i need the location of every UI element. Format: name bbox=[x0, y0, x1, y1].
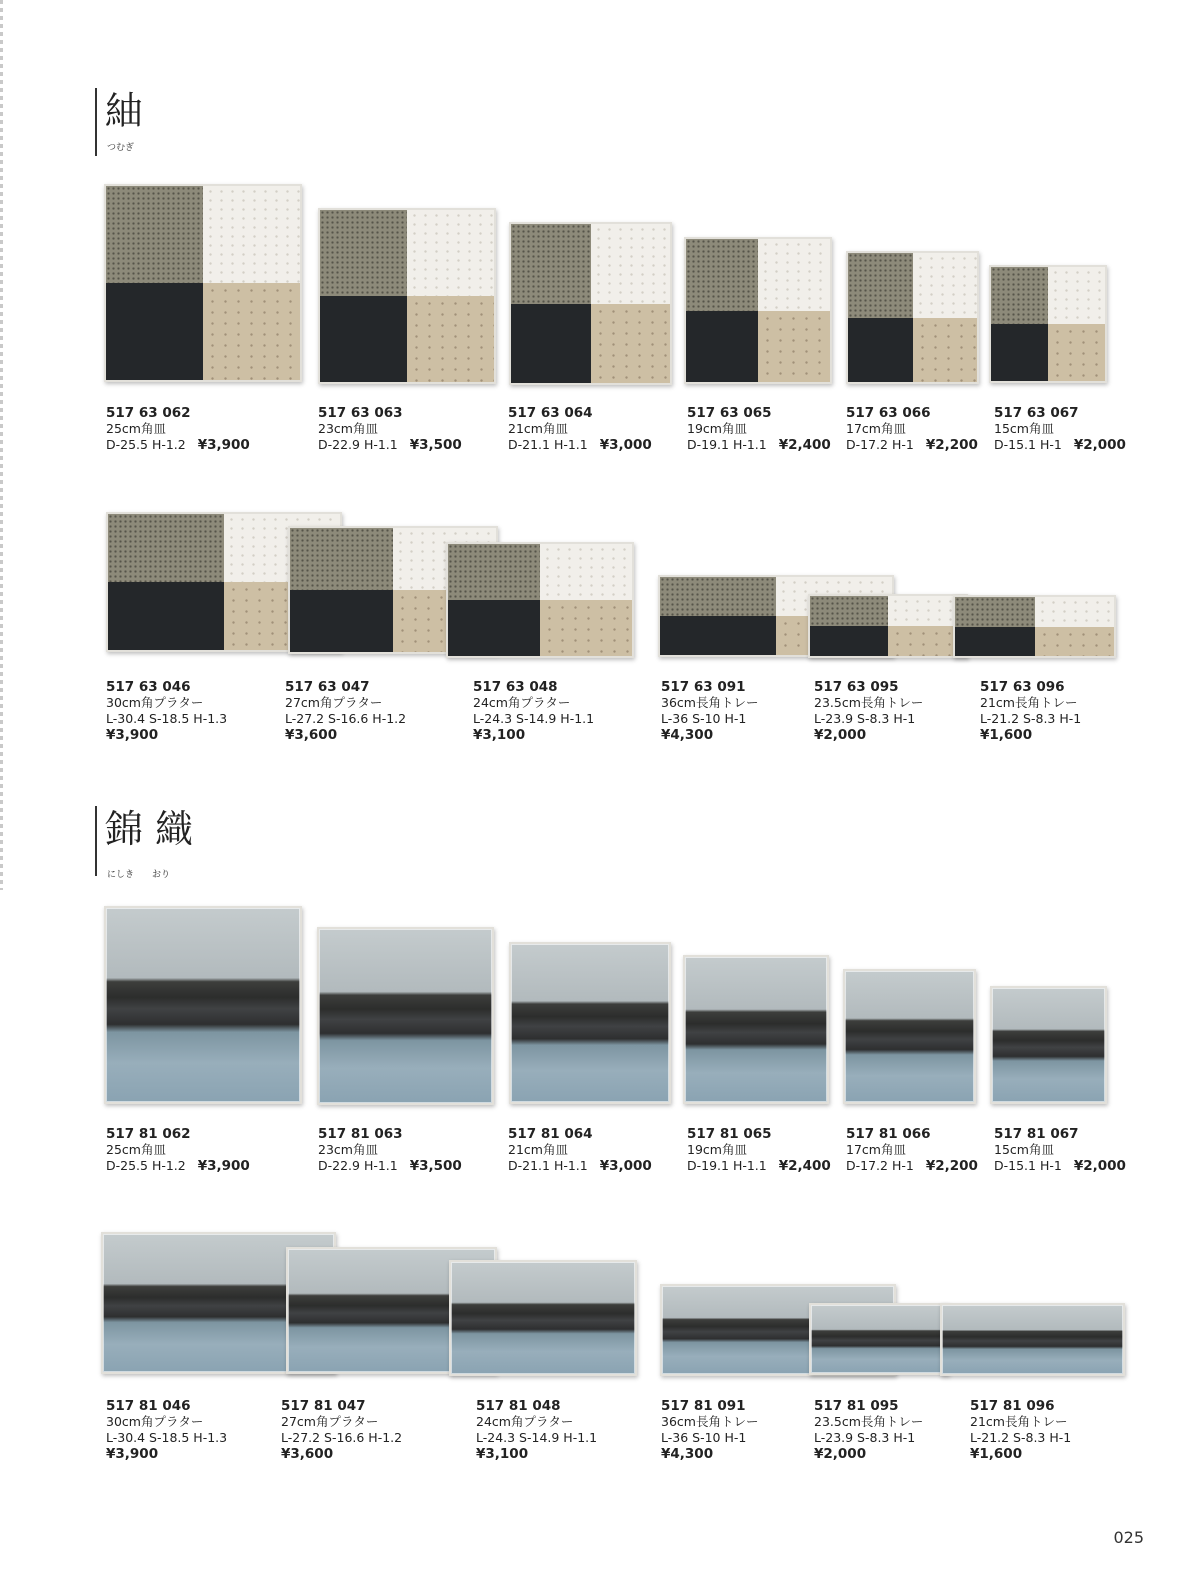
product-caption bbox=[476, 1398, 597, 1462]
product-name: 19cm角皿 bbox=[687, 421, 747, 436]
product-photo-tsumugi-21cm-square-plate bbox=[509, 222, 672, 385]
product-code: 517 81 046 bbox=[106, 1398, 191, 1414]
product-price: ¥1,600 bbox=[970, 1446, 1023, 1462]
product-caption bbox=[318, 405, 462, 454]
product-caption bbox=[661, 1398, 758, 1462]
product-dimensions: L-30.4 S-18.5 H-1.3 bbox=[106, 711, 228, 726]
product-caption bbox=[106, 405, 250, 454]
product-dimensions: L-24.3 S-14.9 H-1.1 bbox=[473, 711, 595, 726]
product-caption bbox=[687, 405, 831, 454]
product-caption bbox=[994, 405, 1126, 454]
product-name: 17cm角皿 bbox=[846, 1142, 906, 1157]
product-name: 30cm角プラター bbox=[106, 1414, 204, 1429]
product-price: ¥2,400 bbox=[778, 1158, 831, 1174]
product-dimensions: L-23.9 S-8.3 H-1 bbox=[814, 711, 916, 726]
product-name: 25cm角皿 bbox=[106, 1142, 166, 1157]
product-caption bbox=[846, 405, 978, 454]
product-name: 23cm角皿 bbox=[318, 1142, 378, 1157]
product-code: 517 63 046 bbox=[106, 679, 191, 695]
product-name: 24cm角プラター bbox=[473, 695, 571, 710]
product-caption bbox=[285, 679, 406, 743]
product-code: 517 63 048 bbox=[473, 679, 558, 695]
product-dimensions: D-25.5 H-1.2 bbox=[106, 437, 186, 452]
product-price: ¥3,100 bbox=[473, 727, 526, 743]
product-caption bbox=[846, 1126, 978, 1175]
product-price: ¥3,900 bbox=[197, 1158, 250, 1174]
product-code: 517 81 091 bbox=[661, 1398, 746, 1414]
section-reading: にしき おり bbox=[107, 870, 171, 880]
product-price: ¥2,000 bbox=[814, 727, 867, 743]
product-name: 21cm角皿 bbox=[508, 1142, 568, 1157]
product-name: 21cm長角トレー bbox=[970, 1414, 1068, 1429]
page-number: 025 bbox=[1113, 1528, 1144, 1547]
product-price: ¥4,300 bbox=[661, 727, 714, 743]
product-dimensions: D-17.2 H-1 bbox=[846, 1158, 914, 1173]
product-dimensions: L-23.9 S-8.3 H-1 bbox=[814, 1430, 916, 1445]
product-code: 517 81 047 bbox=[281, 1398, 366, 1414]
product-caption bbox=[980, 679, 1081, 743]
product-caption bbox=[106, 679, 227, 743]
product-name: 21cm角皿 bbox=[508, 421, 568, 436]
product-code: 517 81 064 bbox=[508, 1126, 593, 1142]
product-photo-nishikiori-21cm-square-plate bbox=[509, 942, 671, 1104]
product-code: 517 81 063 bbox=[318, 1126, 403, 1142]
product-dimensions: D-21.1 H-1.1 bbox=[508, 437, 588, 452]
product-photo-tsumugi-25cm-square-plate bbox=[104, 184, 302, 382]
product-dimensions: L-21.2 S-8.3 H-1 bbox=[970, 1430, 1072, 1445]
product-code: 517 81 096 bbox=[970, 1398, 1055, 1414]
product-photo-tsumugi-23cm-square-plate bbox=[318, 208, 496, 384]
product-dimensions: D-17.2 H-1 bbox=[846, 437, 914, 452]
product-price: ¥3,500 bbox=[409, 437, 462, 453]
product-caption bbox=[318, 1126, 462, 1175]
section-title: 錦 織 bbox=[105, 807, 194, 851]
product-photo-tsumugi-23.5cm-long-tray bbox=[808, 594, 968, 658]
product-dimensions: D-25.5 H-1.2 bbox=[106, 1158, 186, 1173]
product-dimensions: D-19.1 H-1.1 bbox=[687, 1158, 767, 1173]
product-caption bbox=[687, 1126, 831, 1175]
product-photo-tsumugi-15cm-square-plate bbox=[989, 265, 1107, 383]
product-code: 517 63 062 bbox=[106, 405, 191, 421]
product-code: 517 81 062 bbox=[106, 1126, 191, 1142]
product-photo-nishikiori-17cm-square-plate bbox=[843, 969, 976, 1104]
product-dimensions: D-19.1 H-1.1 bbox=[687, 437, 767, 452]
product-price: ¥2,000 bbox=[814, 1446, 867, 1462]
product-caption bbox=[994, 1126, 1126, 1175]
product-code: 517 63 065 bbox=[687, 405, 772, 421]
product-name: 17cm角皿 bbox=[846, 421, 906, 436]
product-price: ¥2,200 bbox=[925, 437, 978, 453]
product-caption bbox=[473, 679, 594, 743]
product-caption bbox=[106, 1126, 250, 1175]
product-code: 517 81 048 bbox=[476, 1398, 561, 1414]
product-price: ¥2,200 bbox=[925, 1158, 978, 1174]
product-dimensions: D-21.1 H-1.1 bbox=[508, 1158, 588, 1173]
product-price: ¥3,000 bbox=[599, 1158, 652, 1174]
product-code: 517 63 096 bbox=[980, 679, 1065, 695]
product-photo-nishikiori-19cm-square-plate bbox=[683, 955, 829, 1104]
product-price: ¥3,600 bbox=[281, 1446, 334, 1462]
product-name: 23.5cm長角トレー bbox=[814, 695, 924, 710]
product-caption bbox=[106, 1398, 227, 1462]
product-price: ¥2,400 bbox=[778, 437, 831, 453]
product-price: ¥2,000 bbox=[1073, 437, 1126, 453]
section-title: 紬 bbox=[105, 89, 144, 133]
product-name: 19cm角皿 bbox=[687, 1142, 747, 1157]
product-photo-nishikiori-25cm-square-plate bbox=[104, 906, 302, 1104]
product-dimensions: L-36 S-10 H-1 bbox=[661, 711, 747, 726]
product-dimensions: L-30.4 S-18.5 H-1.3 bbox=[106, 1430, 228, 1445]
product-name: 23cm角皿 bbox=[318, 421, 378, 436]
product-dimensions: L-27.2 S-16.6 H-1.2 bbox=[285, 711, 407, 726]
product-name: 27cm角プラター bbox=[281, 1414, 379, 1429]
product-photo-nishikiori-15cm-square-plate bbox=[990, 986, 1107, 1104]
heading-rule bbox=[95, 88, 97, 156]
product-photo-tsumugi-21cm-long-tray bbox=[953, 595, 1116, 658]
product-dimensions: D-15.1 H-1 bbox=[994, 1158, 1062, 1173]
product-name: 24cm角プラター bbox=[476, 1414, 574, 1429]
product-name: 21cm長角トレー bbox=[980, 695, 1078, 710]
product-dimensions: D-22.9 H-1.1 bbox=[318, 1158, 398, 1173]
product-price: ¥2,000 bbox=[1073, 1158, 1126, 1174]
product-name: 15cm角皿 bbox=[994, 1142, 1054, 1157]
product-code: 517 63 064 bbox=[508, 405, 593, 421]
product-photo-nishikiori-21cm-long-tray bbox=[940, 1303, 1125, 1376]
product-photo-tsumugi-24cm-platter bbox=[446, 542, 634, 658]
product-caption bbox=[814, 1398, 923, 1462]
product-code: 517 81 095 bbox=[814, 1398, 899, 1414]
product-price: ¥3,900 bbox=[106, 727, 159, 743]
product-photo-tsumugi-19cm-square-plate bbox=[684, 237, 832, 384]
product-price: ¥1,600 bbox=[980, 727, 1033, 743]
product-name: 36cm長角トレー bbox=[661, 1414, 759, 1429]
product-photo-nishikiori-23.5cm-long-tray bbox=[809, 1303, 949, 1375]
product-dimensions: L-27.2 S-16.6 H-1.2 bbox=[281, 1430, 403, 1445]
product-name: 25cm角皿 bbox=[106, 421, 166, 436]
section-heading-tsumugi bbox=[95, 88, 215, 158]
product-dimensions: L-36 S-10 H-1 bbox=[661, 1430, 747, 1445]
product-caption bbox=[661, 679, 758, 743]
product-price: ¥3,500 bbox=[409, 1158, 462, 1174]
product-caption bbox=[814, 679, 923, 743]
product-price: ¥3,000 bbox=[599, 437, 652, 453]
product-caption bbox=[508, 405, 652, 454]
product-price: ¥3,100 bbox=[476, 1446, 529, 1462]
product-dimensions: D-22.9 H-1.1 bbox=[318, 437, 398, 452]
product-dimensions: D-15.1 H-1 bbox=[994, 437, 1062, 452]
section-heading-nishikiori bbox=[95, 806, 235, 880]
product-name: 15cm角皿 bbox=[994, 421, 1054, 436]
product-caption bbox=[970, 1398, 1071, 1462]
product-code: 517 81 066 bbox=[846, 1126, 931, 1142]
product-price: ¥3,900 bbox=[197, 437, 250, 453]
product-code: 517 63 063 bbox=[318, 405, 403, 421]
product-photo-tsumugi-17cm-square-plate bbox=[846, 251, 979, 384]
page-edge-binding bbox=[0, 0, 3, 890]
product-code: 517 81 065 bbox=[687, 1126, 772, 1142]
section-reading: つむぎ bbox=[107, 143, 135, 153]
product-dimensions: L-21.2 S-8.3 H-1 bbox=[980, 711, 1082, 726]
product-price: ¥4,300 bbox=[661, 1446, 714, 1462]
product-dimensions: L-24.3 S-14.9 H-1.1 bbox=[476, 1430, 598, 1445]
product-photo-nishikiori-24cm-platter bbox=[449, 1260, 637, 1376]
product-name: 23.5cm長角トレー bbox=[814, 1414, 924, 1429]
product-name: 27cm角プラター bbox=[285, 695, 383, 710]
product-code: 517 63 095 bbox=[814, 679, 899, 695]
product-code: 517 81 067 bbox=[994, 1126, 1079, 1142]
product-code: 517 63 047 bbox=[285, 679, 370, 695]
product-price: ¥3,600 bbox=[285, 727, 338, 743]
product-name: 30cm角プラター bbox=[106, 695, 204, 710]
product-code: 517 63 091 bbox=[661, 679, 746, 695]
product-caption bbox=[508, 1126, 652, 1175]
product-caption bbox=[281, 1398, 402, 1462]
product-code: 517 63 066 bbox=[846, 405, 931, 421]
product-code: 517 63 067 bbox=[994, 405, 1079, 421]
product-price: ¥3,900 bbox=[106, 1446, 159, 1462]
product-name: 36cm長角トレー bbox=[661, 695, 759, 710]
heading-rule bbox=[95, 806, 97, 876]
product-photo-nishikiori-23cm-square-plate bbox=[317, 927, 494, 1105]
